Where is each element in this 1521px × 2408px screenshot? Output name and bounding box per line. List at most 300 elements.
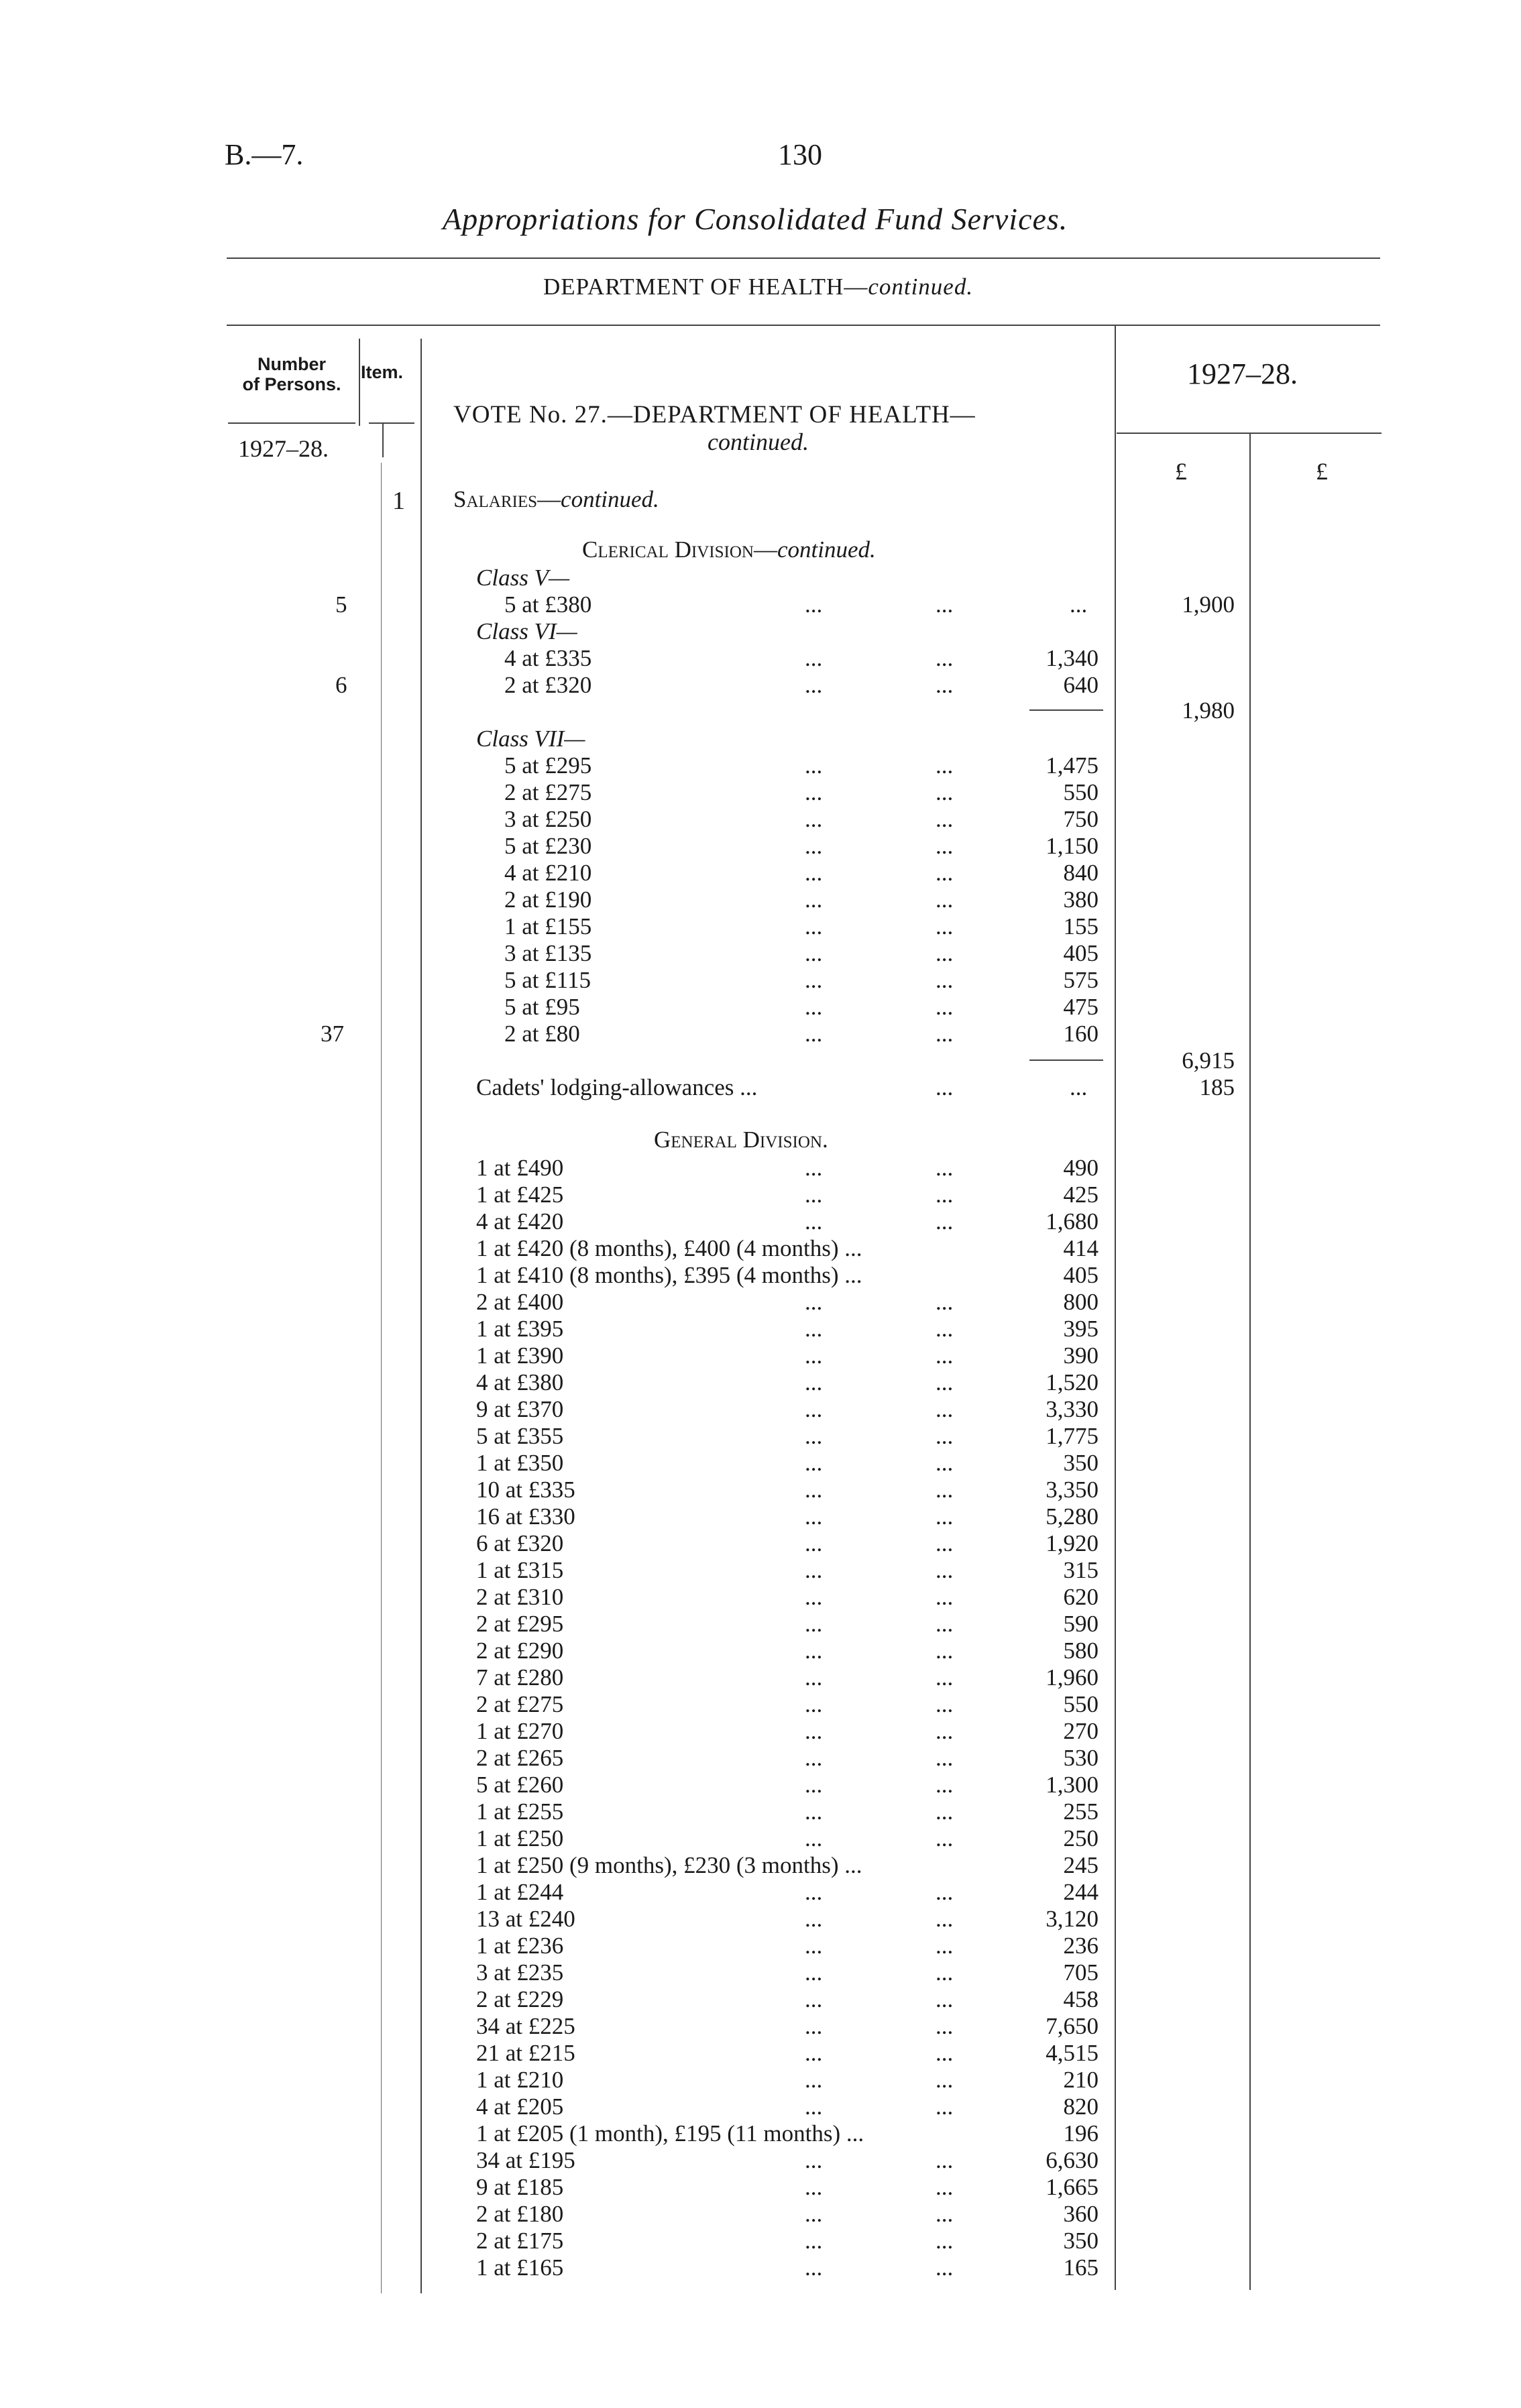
leader-dots: ... — [805, 1423, 823, 1449]
class-vii-row-label: 2 at £190 — [504, 886, 592, 913]
leader-dots: ... — [805, 886, 823, 913]
general-row-amount: 390 — [1063, 1342, 1098, 1369]
class-vii-row-label: 3 at £135 — [504, 940, 592, 966]
general-row-amount: 360 — [1063, 2201, 1098, 2227]
leader-dots: ... — [805, 2254, 823, 2281]
leader-dots: ... — [936, 860, 954, 886]
leader-dots: ... — [936, 967, 954, 993]
leader-dots: ... — [805, 1825, 823, 1851]
general-row-label: 4 at £380 — [476, 1369, 564, 1395]
item-header-rule — [369, 422, 414, 424]
general-row-label: 2 at £295 — [476, 1611, 564, 1637]
leader-dots: ... — [936, 1986, 954, 2012]
general-row-label: 5 at £260 — [476, 1772, 564, 1798]
general-row-amount: 705 — [1063, 1959, 1098, 1986]
general-row-amount: 530 — [1063, 1745, 1098, 1771]
general-row-label: 13 at £240 — [476, 1906, 575, 1932]
vote-title: VOTE No. 27.—DEPARTMENT OF HEALTH— — [453, 401, 976, 428]
leader-dots: ... — [805, 1155, 823, 1181]
class-vii-row-label: 4 at £210 — [504, 860, 592, 886]
leader-dots: ... — [805, 1933, 823, 1959]
general-row-amount: 250 — [1063, 1825, 1098, 1851]
leader-dots: ... — [1070, 1074, 1088, 1100]
general-row — [0, 2174, 1521, 2201]
class-v-label: Class V— — [476, 565, 570, 591]
class-vii-row-amount: 840 — [1063, 860, 1098, 886]
general-row — [0, 2201, 1521, 2228]
leader-dots: ... — [805, 940, 823, 966]
general-row-label: 1 at £205 (1 month), £195 (11 months) ... — [476, 2120, 864, 2146]
leader-dots: ... — [936, 2174, 954, 2200]
leader-dots: ... — [805, 1718, 823, 1744]
class-vii-row — [0, 967, 1521, 994]
general-row — [0, 2254, 1521, 2281]
leader-dots: ... — [936, 1450, 954, 1476]
class-vii-total: 6,915 — [1182, 1047, 1235, 1074]
general-row-amount: 165 — [1063, 2254, 1098, 2281]
leader-dots: ... — [936, 2201, 954, 2227]
general-row — [0, 1503, 1521, 1530]
leader-dots: ... — [936, 1906, 954, 1932]
general-row-amount: 315 — [1063, 1557, 1098, 1583]
general-row — [0, 1557, 1521, 1584]
general-row-label: 2 at £175 — [476, 2228, 564, 2254]
general-row-amount: 620 — [1063, 1584, 1098, 1610]
general-row-amount: 255 — [1063, 1798, 1098, 1825]
clerical-continued: continued. — [777, 536, 876, 563]
class-vi-row — [0, 645, 1521, 672]
leader-dots: ... — [936, 752, 954, 779]
general-row-label: 1 at £165 — [476, 2254, 564, 2281]
leader-dots: ... — [936, 1933, 954, 1959]
leader-dots: ... — [936, 1745, 954, 1771]
leader-dots: ... — [805, 779, 823, 805]
general-row — [0, 1316, 1521, 1342]
leader-dots: ... — [936, 1825, 954, 1851]
class-vii-row — [0, 1021, 1521, 1047]
leader-dots: ... — [805, 1396, 823, 1422]
general-row-label: 1 at £270 — [476, 1718, 564, 1744]
leader-dots: ... — [805, 967, 823, 993]
general-row — [0, 2067, 1521, 2094]
leader-dots: ... — [936, 2147, 954, 2173]
general-row — [0, 1584, 1521, 1611]
item-number: 1 — [392, 487, 405, 515]
class-vii-label: Class VII— — [476, 726, 585, 752]
leader-dots: ... — [936, 2067, 954, 2093]
leader-dots: ... — [936, 1289, 954, 1315]
general-row — [0, 1852, 1521, 1879]
page-title: Appropriations for Consolidated Fund Services. — [443, 202, 1068, 236]
leader-dots: ... — [805, 1691, 823, 1717]
general-row-label: 1 at £390 — [476, 1342, 564, 1369]
clerical-label: Clerical Division— — [582, 536, 777, 563]
general-row-label: 4 at £205 — [476, 2094, 564, 2120]
general-row — [0, 1718, 1521, 1745]
leader-dots: ... — [805, 913, 823, 939]
leader-dots: ... — [936, 779, 954, 805]
leader-dots: ... — [936, 1718, 954, 1744]
general-row-label: 9 at £185 — [476, 2174, 564, 2200]
general-row-label: 1 at £410 (8 months), £395 (4 months) ... — [476, 1262, 862, 1288]
class-vii-row — [0, 886, 1521, 913]
general-row-label: 1 at £315 — [476, 1557, 564, 1583]
general-row — [0, 2120, 1521, 2147]
cadets-total: 185 — [1199, 1074, 1235, 1100]
leader-dots: ... — [936, 1423, 954, 1449]
leader-dots: ... — [805, 2147, 823, 2173]
general-row — [0, 1691, 1521, 1718]
leader-dots: ... — [936, 1772, 954, 1798]
general-row-amount: 1,520 — [1046, 1369, 1098, 1395]
general-row-amount: 7,650 — [1046, 2013, 1098, 2039]
class-vi-row-label: 4 at £335 — [504, 645, 592, 671]
leader-dots: ... — [936, 940, 954, 966]
leader-dots: ... — [805, 1638, 823, 1664]
item-divider-upper — [382, 424, 384, 457]
general-row-amount: 405 — [1063, 1262, 1098, 1288]
general-row-amount: 4,515 — [1046, 2040, 1098, 2066]
general-row — [0, 1906, 1521, 1933]
general-row-label: 3 at £235 — [476, 1959, 564, 1986]
general-row-amount: 414 — [1063, 1235, 1098, 1261]
class-vi-row-amount: 1,340 — [1046, 645, 1098, 671]
vote-subtitle: continued. — [708, 428, 809, 455]
title-rule — [227, 257, 1380, 259]
leader-dots: ... — [936, 806, 954, 832]
general-row — [0, 1289, 1521, 1316]
class-vii-row-amount: 160 — [1063, 1021, 1098, 1047]
leader-dots: ... — [805, 1182, 823, 1208]
leader-dots: ... — [805, 1316, 823, 1342]
leader-dots: ... — [805, 860, 823, 886]
leader-dots: ... — [805, 1477, 823, 1503]
general-row-label: 1 at £255 — [476, 1798, 564, 1825]
leader-dots: ... — [805, 1503, 823, 1530]
class-vii-row-amount: 575 — [1063, 967, 1098, 993]
general-row — [0, 1423, 1521, 1450]
general-row-amount: 245 — [1063, 1852, 1098, 1878]
leader-dots: ... — [805, 2228, 823, 2254]
general-row — [0, 1477, 1521, 1503]
general-row-label: 7 at £280 — [476, 1664, 564, 1690]
leader-dots: ... — [936, 886, 954, 913]
general-row-amount: 1,920 — [1046, 1530, 1098, 1556]
class-vii-row — [0, 806, 1521, 833]
general-row-label: 2 at £265 — [476, 1745, 564, 1771]
leader-dots: ... — [936, 2254, 954, 2281]
general-row — [0, 2013, 1521, 2040]
general-row-label: 1 at £244 — [476, 1879, 564, 1905]
class-vii-row — [0, 752, 1521, 779]
cadets-row — [0, 1074, 1521, 1101]
leader-dots: ... — [936, 1477, 954, 1503]
class-vi-row-label: 2 at £320 — [504, 672, 592, 698]
class-vii-row-label: 5 at £115 — [504, 967, 591, 993]
general-row — [0, 2147, 1521, 2174]
leader-dots: ... — [805, 833, 823, 859]
department-heading — [543, 274, 973, 300]
general-row-label: 10 at £335 — [476, 1477, 575, 1503]
leader-dots: ... — [805, 1879, 823, 1905]
persons-header-line1: Number — [257, 354, 326, 374]
general-row-amount: 5,280 — [1046, 1503, 1098, 1530]
general-row-amount: 236 — [1063, 1933, 1098, 1959]
leader-dots: ... — [936, 913, 954, 939]
general-row-amount: 395 — [1063, 1316, 1098, 1342]
general-row-amount: 3,120 — [1046, 1906, 1098, 1932]
leader-dots: ... — [936, 1396, 954, 1422]
general-row-label: 5 at £355 — [476, 1423, 564, 1449]
leader-dots: ... — [805, 1584, 823, 1610]
general-row — [0, 1396, 1521, 1423]
general-row-label: 9 at £370 — [476, 1396, 564, 1422]
class-vi-persons: 6 — [335, 672, 347, 698]
leader-dots: ... — [805, 1798, 823, 1825]
leader-dots: ... — [805, 1557, 823, 1583]
leader-dots: ... — [805, 1208, 823, 1235]
general-row-label: 34 at £225 — [476, 2013, 575, 2039]
leader-dots: ... — [936, 645, 954, 671]
leader-dots: ... — [805, 1986, 823, 2012]
class-v-total: 1,900 — [1182, 591, 1235, 618]
general-row-amount: 580 — [1063, 1638, 1098, 1664]
leader-dots: ... — [936, 1879, 954, 1905]
persons-header — [228, 354, 355, 394]
general-row-amount: 3,330 — [1046, 1396, 1098, 1422]
department-name: DEPARTMENT OF HEALTH— — [543, 274, 868, 300]
class-vii-row-label: 5 at £230 — [504, 833, 592, 859]
persons-item-divider — [359, 339, 360, 426]
general-row-amount: 800 — [1063, 1289, 1098, 1315]
leader-dots: ... — [805, 1450, 823, 1476]
general-row — [0, 1342, 1521, 1369]
class-vii-row-label: 5 at £295 — [504, 752, 592, 779]
leader-dots: ... — [936, 2013, 954, 2039]
general-row-amount: 425 — [1063, 1182, 1098, 1208]
class-vii-row-amount: 550 — [1063, 779, 1098, 805]
general-row — [0, 1798, 1521, 1825]
clerical-heading — [582, 536, 876, 563]
leader-dots: ... — [805, 1021, 823, 1047]
leader-dots: ... — [936, 1503, 954, 1530]
general-row — [0, 1611, 1521, 1638]
general-row-label: 2 at £180 — [476, 2201, 564, 2227]
general-row-amount: 244 — [1063, 1879, 1098, 1905]
general-row — [0, 1530, 1521, 1557]
leader-dots: ... — [936, 1664, 954, 1690]
general-row-label: 4 at £420 — [476, 1208, 564, 1235]
leader-dots: ... — [805, 1369, 823, 1395]
year-header-right: 1927–28. — [1187, 357, 1298, 390]
general-row-amount: 1,665 — [1046, 2174, 1098, 2200]
general-row-amount: 458 — [1063, 1986, 1098, 2012]
general-row-label: 2 at £290 — [476, 1638, 564, 1664]
leader-dots: ... — [936, 1074, 954, 1100]
leader-dots: ... — [805, 1906, 823, 1932]
leader-dots: ... — [936, 994, 954, 1020]
general-row — [0, 1879, 1521, 1906]
general-row — [0, 1986, 1521, 2013]
general-row — [0, 1235, 1521, 1262]
leader-dots: ... — [805, 1611, 823, 1637]
leader-dots: ... — [936, 2040, 954, 2066]
general-row-amount: 1,300 — [1046, 1772, 1098, 1798]
leader-dots: ... — [805, 2174, 823, 2200]
class-vii-row-label: 2 at £275 — [504, 779, 592, 805]
general-row-amount: 350 — [1063, 2228, 1098, 2254]
general-row-label: 1 at £420 (8 months), £400 (4 months) ... — [476, 1235, 862, 1261]
class-vii-row-amount: 1,150 — [1046, 833, 1098, 859]
class-vii-row-amount: 405 — [1063, 940, 1098, 966]
leader-dots: ... — [805, 994, 823, 1020]
leader-dots: ... — [936, 1959, 954, 1986]
general-row-label: 2 at £400 — [476, 1289, 564, 1315]
general-row-label: 16 at £330 — [476, 1503, 575, 1530]
leader-dots: ... — [805, 2067, 823, 2093]
leader-dots: ... — [936, 1021, 954, 1047]
pound-header-2: £ — [1316, 458, 1328, 485]
class-vii-row — [0, 833, 1521, 860]
leader-dots: ... — [936, 1638, 954, 1664]
class-vii-row-amount: 1,475 — [1046, 752, 1098, 779]
year-header-left: 1927–28. — [238, 435, 329, 462]
general-row-amount: 1,960 — [1046, 1664, 1098, 1690]
class-vii-row-label: 3 at £250 — [504, 806, 592, 832]
general-row-amount: 196 — [1063, 2120, 1098, 2146]
leader-dots: ... — [936, 1611, 954, 1637]
leader-dots: ... — [936, 1182, 954, 1208]
general-heading: General Division. — [654, 1127, 828, 1153]
general-row-amount: 6,630 — [1046, 2147, 1098, 2173]
general-row-label: 1 at £250 (9 months), £230 (3 months) ... — [476, 1852, 862, 1878]
class-vi-label: Class VI— — [476, 618, 577, 644]
item-header: Item. — [361, 362, 404, 382]
general-row — [0, 1182, 1521, 1208]
general-row — [0, 2094, 1521, 2120]
class-vii-row-label: 1 at £155 — [504, 913, 592, 939]
general-row — [0, 1208, 1521, 1235]
class-vii-row-amount: 750 — [1063, 806, 1098, 832]
class-vii-row — [0, 779, 1521, 806]
leader-dots: ... — [936, 1155, 954, 1181]
leader-dots: ... — [936, 591, 954, 618]
page-number: 130 — [778, 138, 822, 171]
leader-dots: ... — [936, 1798, 954, 1825]
leader-dots: ... — [936, 1691, 954, 1717]
class-vii-row-label: 2 at £80 — [504, 1021, 580, 1047]
leader-dots: ... — [805, 672, 823, 698]
leader-dots: ... — [805, 2013, 823, 2039]
class-vii-persons: 37 — [321, 1021, 344, 1047]
general-row-label: 1 at £210 — [476, 2067, 564, 2093]
leader-dots: ... — [936, 672, 954, 698]
general-row — [0, 1959, 1521, 1986]
class-vii-subtotal-rule — [1029, 1059, 1103, 1061]
leader-dots: ... — [805, 1289, 823, 1315]
general-row-label: 1 at £250 — [476, 1825, 564, 1851]
leader-dots: ... — [1070, 591, 1088, 618]
leader-dots: ... — [805, 1664, 823, 1690]
leader-dots: ... — [805, 1342, 823, 1369]
leader-dots: ... — [805, 645, 823, 671]
leader-dots: ... — [805, 2094, 823, 2120]
cadets-label: Cadets' lodging-allowances ... — [476, 1074, 758, 1100]
class-vii-row — [0, 913, 1521, 940]
class-vi-row-amount: 640 — [1063, 672, 1098, 698]
general-row — [0, 2040, 1521, 2067]
leader-dots: ... — [936, 2094, 954, 2120]
leader-dots: ... — [805, 2040, 823, 2066]
class-vi-subtotal-rule — [1029, 709, 1103, 711]
general-row-label: 1 at £236 — [476, 1933, 564, 1959]
general-row-amount: 590 — [1063, 1611, 1098, 1637]
class-vi-total: 1,980 — [1182, 697, 1235, 724]
general-row — [0, 1664, 1521, 1691]
table-top-rule — [227, 325, 1380, 326]
pound-header-1: £ — [1175, 458, 1187, 485]
general-row-label: 34 at £195 — [476, 2147, 575, 2173]
general-row-amount: 350 — [1063, 1450, 1098, 1476]
general-row — [0, 1933, 1521, 1959]
general-row-amount: 270 — [1063, 1718, 1098, 1744]
class-vii-row-amount: 155 — [1063, 913, 1098, 939]
salaries-continued: continued. — [561, 486, 659, 512]
class-v-row-label: 5 at £380 — [504, 591, 592, 618]
leader-dots: ... — [805, 806, 823, 832]
leader-dots: ... — [805, 1959, 823, 1986]
leader-dots: ... — [936, 1208, 954, 1235]
general-row — [0, 1369, 1521, 1396]
general-row-amount: 490 — [1063, 1155, 1098, 1181]
leader-dots: ... — [936, 1316, 954, 1342]
general-row-amount: 210 — [1063, 2067, 1098, 2093]
class-v-persons: 5 — [335, 591, 347, 618]
leader-dots: ... — [805, 1530, 823, 1556]
general-row-amount: 550 — [1063, 1691, 1098, 1717]
leader-dots: ... — [936, 1557, 954, 1583]
leader-dots: ... — [936, 2228, 954, 2254]
leader-dots: ... — [805, 2201, 823, 2227]
class-v-row — [0, 591, 1521, 618]
general-row-label: 1 at £490 — [476, 1155, 564, 1181]
class-vii-row — [0, 940, 1521, 967]
general-row — [0, 1745, 1521, 1772]
general-row-label: 1 at £395 — [476, 1316, 564, 1342]
leader-dots: ... — [805, 1745, 823, 1771]
general-row — [0, 2228, 1521, 2254]
leader-dots: ... — [805, 1772, 823, 1798]
persons-header-rule — [228, 422, 355, 424]
general-row-amount: 1,775 — [1046, 1423, 1098, 1449]
general-row-label: 2 at £229 — [476, 1986, 564, 2012]
general-row-label: 1 at £425 — [476, 1182, 564, 1208]
class-vii-row — [0, 860, 1521, 886]
class-vii-row-amount: 475 — [1063, 994, 1098, 1020]
salaries-heading — [453, 486, 659, 513]
general-row-amount: 1,680 — [1046, 1208, 1098, 1235]
general-row — [0, 1262, 1521, 1289]
general-row — [0, 1450, 1521, 1477]
persons-header-line2: of Persons. — [242, 374, 341, 394]
general-row-amount: 3,350 — [1046, 1477, 1098, 1503]
general-row — [0, 1772, 1521, 1798]
general-row-label: 1 at £350 — [476, 1450, 564, 1476]
general-row — [0, 1155, 1521, 1182]
general-row — [0, 1638, 1521, 1664]
leader-dots: ... — [805, 591, 823, 618]
class-vii-row-amount: 380 — [1063, 886, 1098, 913]
